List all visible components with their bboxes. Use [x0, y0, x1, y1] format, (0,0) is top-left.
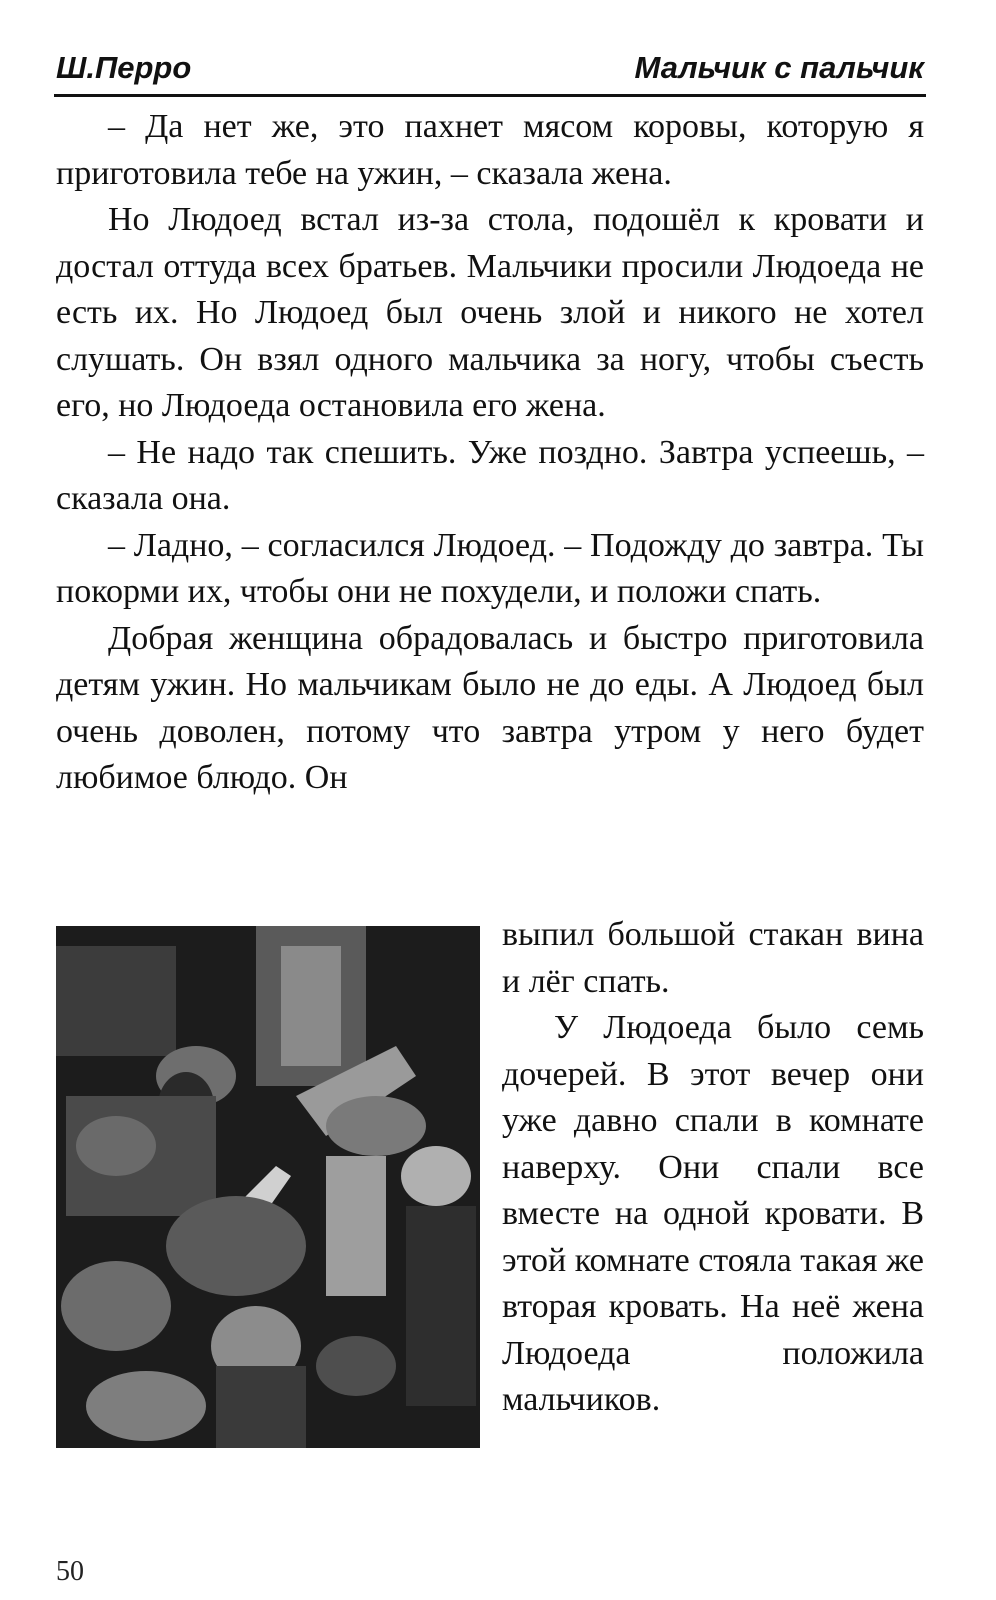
header-author: Ш.Перро: [56, 50, 192, 85]
illustration: [56, 926, 480, 1448]
header-title: Мальчик с пальчик: [634, 50, 924, 85]
paragraph: – Да нет же, это пахнет мясом коровы, которую я приготовила тебе на ужин, – сказала жена.: [56, 108, 924, 192]
page-number: 50: [56, 1556, 84, 1587]
paragraph: Но Людоед встал из-за стола, подошёл к кровати и достал оттуда всех братьев. Мальчики просили Людоеда не есть их. Но Людоед был очень злой и никого не хотел слушать. Он взял одного мальчика за ногу, чтобы съесть его, но Людоеда остановила его жена.: [56, 201, 924, 424]
paragraph: – Не надо так спешить. Уже поздно. Завтра успеешь, – сказала она.: [56, 433, 924, 517]
paragraph: Добрая женщина обрадовалась и быстро приготовила детям ужин. Но мальчикам было не до еды. А Людоед был очень доволен, потому что завтра утром у него будет любимое блюдо. Он: [56, 619, 924, 796]
running-header: [54, 40, 926, 97]
paragraph: – Ладно, – согласился Людоед. – Подожду до завтра. Ты покорми их, чтобы они не похудели, и положи спать.: [56, 526, 924, 610]
illustration-image: [56, 926, 480, 1448]
paragraph: У Людоеда было семь дочерей. В этот вечер они уже давно спали в комнате наверху. Они спали все вместе на одной кровати. В этой комнате стояла такая же вторая кровать. На неё жена Людоеда положила мальчиков.: [502, 1009, 924, 1418]
main-text: [56, 104, 924, 802]
wrapped-text: [502, 912, 924, 1424]
paragraph: выпил большой стакан вина и лёг спать.: [502, 916, 924, 1000]
